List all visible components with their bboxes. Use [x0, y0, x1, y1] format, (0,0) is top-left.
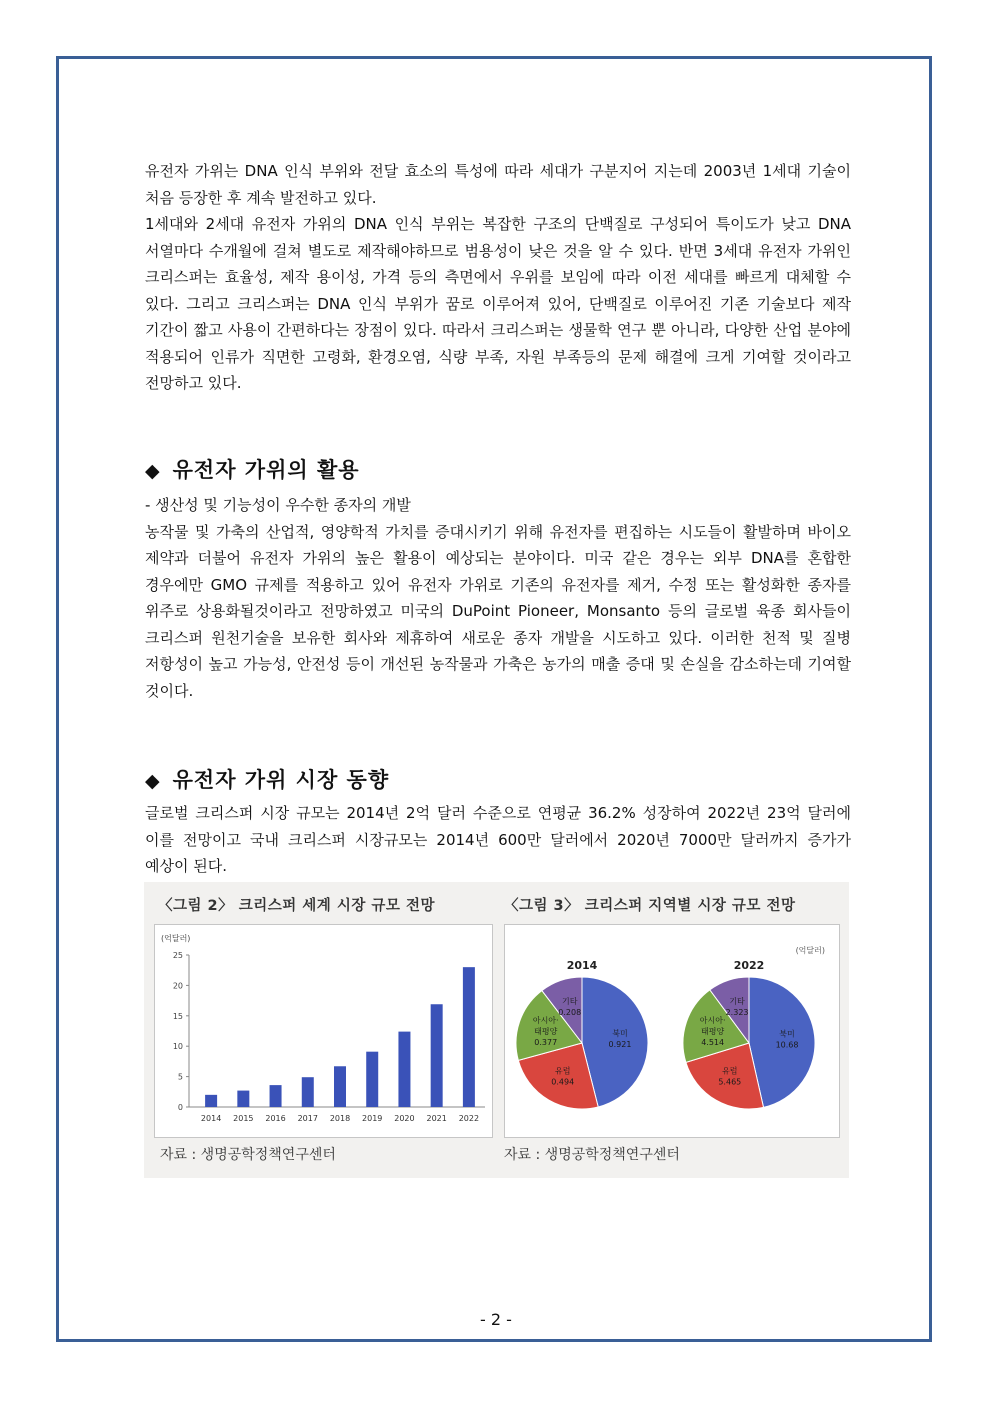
x-tick-label: 2018	[329, 1114, 351, 1123]
figure3-title: 〈그림 3〉 크리스퍼 지역별 시장 규모 전망	[504, 898, 796, 914]
section1-heading	[145, 454, 360, 484]
x-tick-label: 2016	[265, 1114, 286, 1123]
intro-paragraph-1: 유전자 가위는 DNA 인식 부위와 전달 효소의 특성에 따라 세대가 구분지어 지는데 2003년 1세대 기술이 처음 등장한 후 계속 발전하고 있다.	[145, 162, 851, 207]
intro-section	[145, 158, 851, 397]
figure2-source: 자료 : 생명공학정책연구센터	[160, 1147, 336, 1163]
pie-slice-label: 태평양	[701, 1027, 725, 1037]
pie-slice-label: 북미	[612, 1028, 628, 1038]
pie-slice-value: 2.323	[725, 1008, 749, 1018]
figure3-source: 자료 : 생명공학정책연구센터	[504, 1147, 680, 1163]
x-tick-label: 2014	[200, 1114, 222, 1123]
pie-slice-value: 0.208	[558, 1008, 582, 1018]
section1-body: 농작물 및 가축의 산업적, 영양학적 가치를 증대시키기 위해 유전자를 편집하는 시도들이 활발하며 바이오 제약과 더불어 유전자 가위의 높은 활용이 예상되는 분야이다. 미국 같은 경우는 외부 DNA를 혼합한 경우에만 GMO 규제를 적용하고 있어 유전자 가위로 기존의 유전자를 제거, 수정 또는 활성화한 종자를 위주로 상용화될것이라고 전망하였고 미국의 DuPoint Pioneer, Monsanto 등의 글로벌 육종 회사들이 크리스퍼 원천기술을 보유한 회사와 제휴하여 새로운 종자 개발을 시도하고 있다. 이러한 천적 및 질병 저항성이 높고 가능성, 안전성 등이 개선된 농작물과 가축은 농가의 매출 증대 및 손실을 감소하는데 기여할 것이다.	[145, 522, 851, 700]
pie-slice-label: 아시아·	[699, 1016, 726, 1026]
figure3-chart-box	[504, 924, 840, 1138]
y-tick-label: 5	[177, 1072, 183, 1082]
bar-2014	[205, 1095, 217, 1107]
bar-2018	[334, 1066, 346, 1107]
x-tick-label: 2021	[426, 1114, 447, 1123]
figures-panel	[144, 882, 849, 1178]
y-tick-label: 20	[172, 981, 183, 991]
pie-slice-value: 0.921	[608, 1039, 632, 1049]
section1-subtitle: - 생산성 및 기능성이 우수한 종자의 개발	[145, 496, 411, 514]
bar-2021	[431, 1004, 443, 1107]
bar-2017	[302, 1077, 314, 1107]
y-tick-label: 0	[177, 1103, 183, 1112]
pie-slice-value: 0.494	[551, 1077, 575, 1087]
diamond-bullet-icon: ◆	[145, 460, 161, 482]
pie-unit: (억달러)	[795, 946, 825, 955]
x-tick-label: 2022	[458, 1114, 480, 1123]
y-tick-label: 15	[172, 1011, 183, 1021]
x-tick-label: 2017	[297, 1114, 318, 1123]
pie-slice-label: 기타	[729, 997, 745, 1007]
figure2-title: 〈그림 2〉 크리스퍼 세계 시장 규모 전망	[158, 898, 435, 914]
diamond-bullet-icon: ◆	[145, 770, 161, 792]
section2-content	[145, 800, 851, 880]
pie-slice-label: 유럽	[554, 1066, 571, 1076]
x-tick-label: 2020	[394, 1114, 415, 1123]
bar-chart	[155, 925, 492, 1137]
section2-body: 글로벌 크리스퍼 시장 규모는 2014년 2억 달러 수준으로 연평균 36.2% 성장하여 2022년 23억 달러에 이를 전망이고 국내 크리스퍼 시장규모는 2014년 600만 달러에서 2020년 7000만 달러까지 증가가 예상이 된다.	[145, 804, 851, 875]
figure2-chart-box	[154, 924, 493, 1138]
pie-slice-value: 4.514	[701, 1038, 725, 1048]
pie-slice-value: 10.68	[775, 1040, 799, 1050]
bar-2015	[237, 1091, 249, 1107]
pie-charts	[505, 925, 839, 1137]
pie-slice-label: 북미	[779, 1029, 795, 1039]
pie-slice-label: 유럽	[722, 1066, 738, 1076]
section1-content	[145, 492, 851, 704]
section2-title: 유전자 가위 시장 동향	[172, 768, 390, 792]
pie-slice-value: 0.377	[534, 1037, 558, 1047]
pie-slice-label: 아시아·	[532, 1015, 559, 1025]
intro-paragraph-2: 1세대와 2세대 유전자 가위의 DNA 인식 부위는 복잡한 구조의 단백질로 구성되어 특이도가 낮고 DNA 서열마다 수개월에 걸쳐 별도로 제작해야하므로 범용성이 낮은 것을 알 수 있다. 반면 3세대 유전자 가위인 크리스퍼는 효율성, 제작 용이성, 가격 등의 측면에서 우위를 보임에 따라 이전 세대를 빠르게 대체할 수 있다. 그리고 크리스퍼는 DNA 인식 부위가 꿈로 이루어져 있어, 단백질로 이루어진 기존 기술보다 제작 기간이 짧고 사용이 간편하다는 장점이 있다. 따라서 크리스퍼는 생물학 연구 뿐 아니라, 다양한 산업 분야에 적용되어 인류가 직면한 고령화, 환경오염, 식량 부족, 자원 부족등의 문제 해결에 크게 기여할 것이라고 전망하고 있다.	[145, 215, 851, 392]
page-number: - 2 -	[480, 1310, 512, 1329]
y-tick-label: 25	[172, 951, 183, 960]
bar-2020	[398, 1032, 410, 1107]
section2-heading	[145, 764, 389, 794]
pie-year-label: 2022	[733, 959, 765, 972]
pie-slice-label: 기타	[561, 997, 578, 1007]
pie-slice-label: 태평양	[534, 1026, 558, 1036]
y-axis-unit: (억달러)	[161, 934, 191, 943]
bar-2019	[366, 1052, 378, 1107]
x-tick-label: 2019	[362, 1114, 383, 1123]
y-tick-label: 10	[172, 1042, 183, 1052]
x-tick-label: 2015	[233, 1114, 254, 1123]
bar-2022	[463, 967, 475, 1107]
pie-year-label: 2014	[566, 959, 598, 972]
section1-title: 유전자 가위의 활용	[172, 458, 360, 482]
pie-slice-value: 5.465	[718, 1077, 742, 1087]
bar-2016	[270, 1085, 282, 1107]
